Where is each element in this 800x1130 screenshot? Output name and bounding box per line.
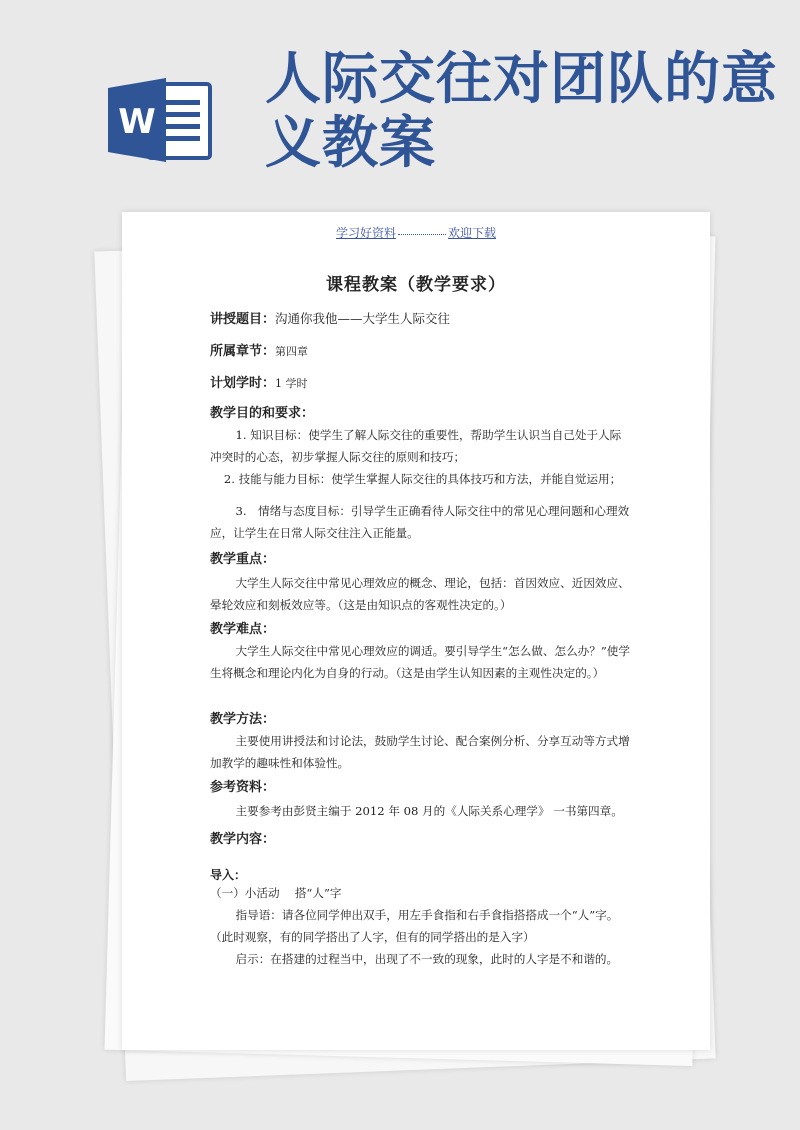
topic-value: 沟通你我他——大学生人际交往 [275,311,451,326]
references-label: 参考资料： [210,780,276,795]
topic-label: 讲授题目： [210,312,276,327]
objective-item-2: 2. 技能与能力目标：使学生掌握人际交往的具体技巧和方法，并能自觉运用； [223,472,622,486]
intro-label: 导入： [210,868,247,882]
banner-title: 人际交往对团队的意义教案 [265,47,778,176]
hours-value: 1 学时 [275,377,308,390]
guide-text: 指导语：请各位同学伸出双手，用左手食指和右手食指搭搭成一个“人”字。（此时观察，有的同学搭出了人字，但有的同学搭出的是入字） [210,908,619,944]
chapter-row [210,340,308,359]
objectives-label: 教学目的和要求： [210,406,315,421]
methods-text: 主要使用讲授法和讨论法，鼓励学生讨论、配合案例分析、分享互动等方式增加教学的趣味性和体验性。 [210,734,630,770]
chapter-value: 第四章 [275,345,309,358]
difficulties-text: 大学生人际交往中常见心理效应的调适。要引导学生“怎么做、怎么办？”使学生将概念和理论内化为自身的行动。（这是由学生认知因素的主观性决定的。） [210,644,630,680]
banner [0,0,800,200]
hours-row [210,372,308,391]
header-right-text: 欢迎下载 [448,226,497,240]
topic-row [210,308,450,327]
document-title: 课程教案（教学要求） [326,275,506,295]
word-logo-letter: W [118,102,156,142]
key-points-text: 大学生人际交往中常见心理效应的概念、理论，包括：首因效应、近因效应、晕轮效应和刻板效应等。（这是由知识点的客观性决定的。） [210,576,630,612]
objective-item-3: 3. 情绪与态度目标：引导学生正确看待人际交往中的常见心理问题和心理效应，让学生在日常人际交往注入正能量。 [210,504,630,540]
difficulties-label: 教学难点： [210,622,276,637]
document-page [122,212,710,1050]
key-points-label: 教学重点： [210,552,276,567]
objective-item-1: 1. 知识目标：使学生了解人际交往的重要性，帮助学生认识当自己处于人际冲突时的心态，初步掌握人际交往的原则和技巧； [210,428,622,464]
hours-label: 计划学时： [210,376,276,391]
header-left-text: 学习好资料 [335,226,396,240]
word-document-icon [108,78,212,162]
chapter-label: 所属章节： [210,344,276,359]
document-header [122,224,710,241]
insight-text: 启示：在搭建的过程当中，出现了不一致的现象，此时的人字是不和谐的。 [235,952,619,966]
methods-label: 教学方法： [210,712,276,727]
references-text: 主要参考由彭贤主编于 2012 年 08 月的《人际关系心理学》 一书第四章。 [235,804,623,818]
activity-text: （一）小活动 搭“人”字 [210,886,342,900]
content-label: 教学内容： [210,832,276,847]
